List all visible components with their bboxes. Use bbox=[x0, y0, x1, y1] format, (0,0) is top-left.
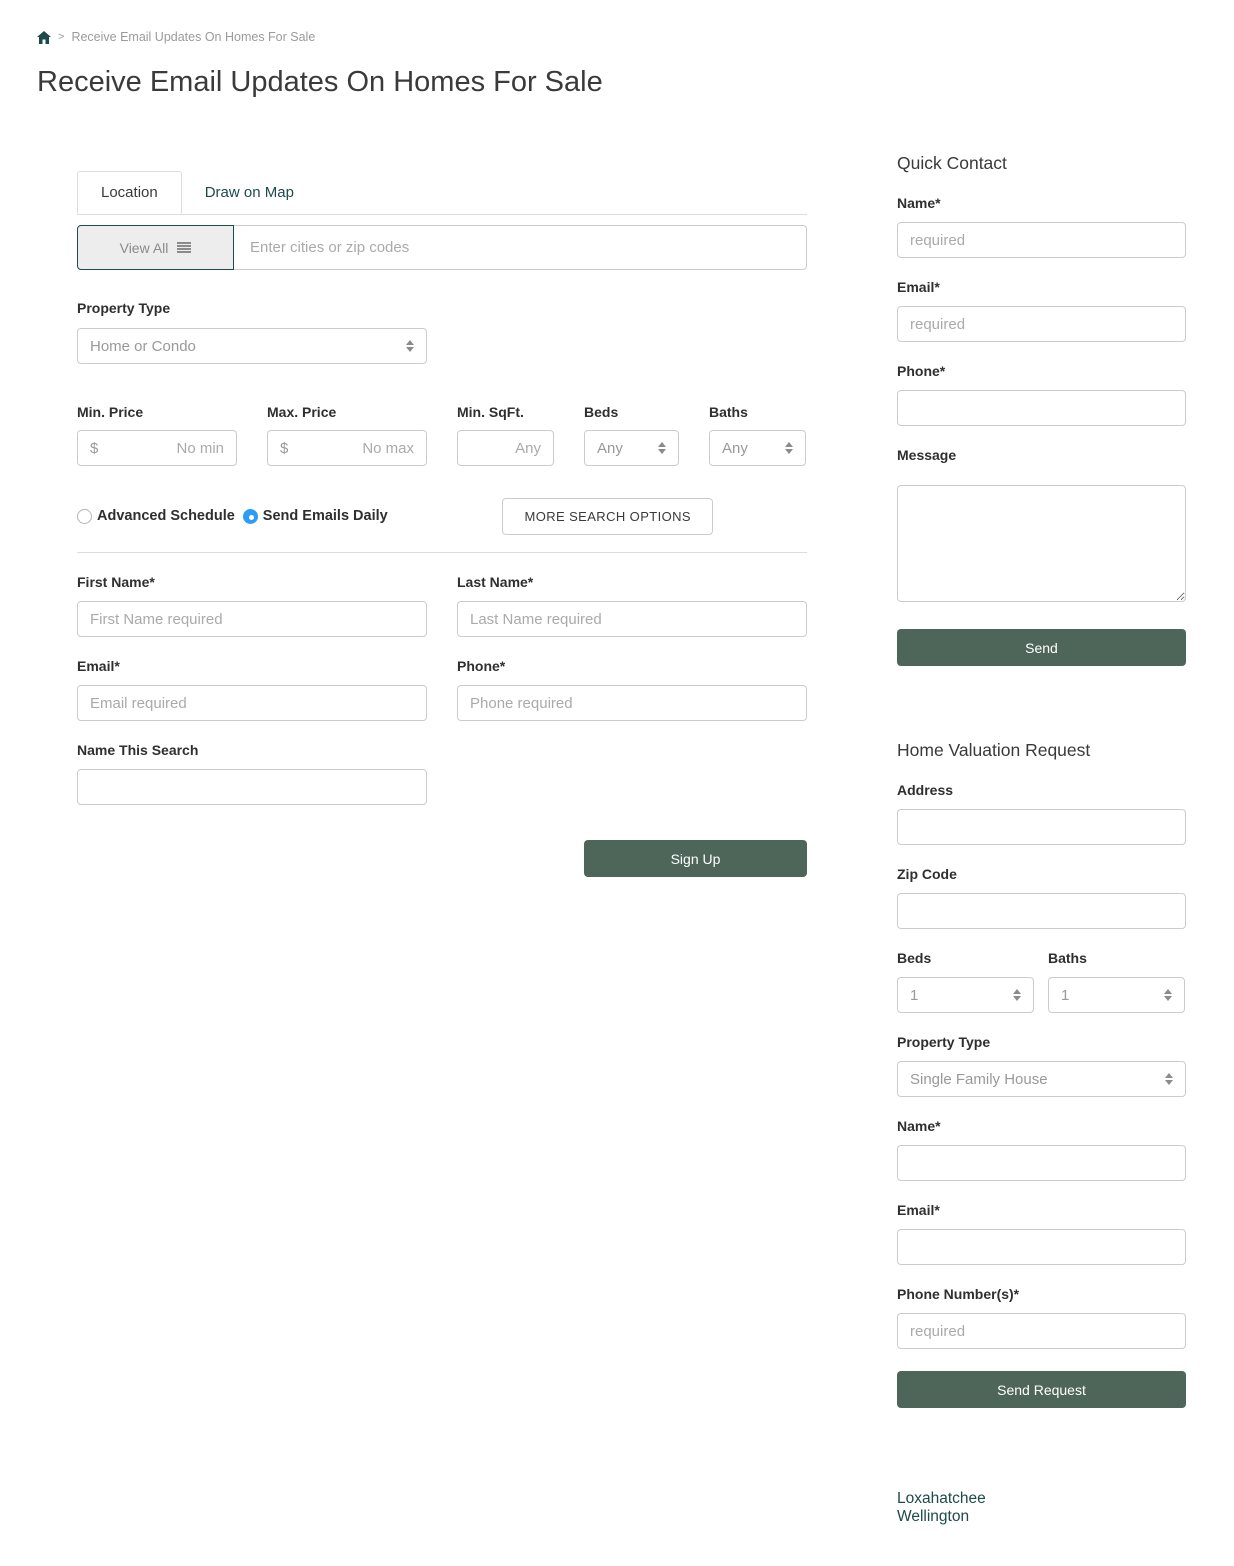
first-name-input[interactable] bbox=[77, 601, 427, 637]
qc-name-input[interactable] bbox=[897, 222, 1186, 258]
email-label: Email* bbox=[77, 658, 120, 674]
property-type-label: Property Type bbox=[77, 300, 171, 316]
tab-draw-on-map[interactable]: Draw on Map bbox=[204, 184, 294, 201]
min-price-field bbox=[77, 430, 237, 466]
quick-contact-title: Quick Contact bbox=[897, 153, 1007, 173]
qc-message-label: Message bbox=[897, 447, 957, 463]
beds-label: Beds bbox=[584, 404, 619, 420]
last-name-input[interactable] bbox=[457, 601, 807, 637]
radio-unchecked-icon[interactable] bbox=[77, 509, 92, 524]
hv-zip-label: Zip Code bbox=[897, 866, 957, 882]
home-valuation-section bbox=[897, 740, 1186, 1408]
hv-baths-label: Baths bbox=[1048, 950, 1087, 966]
max-price-label: Max. Price bbox=[267, 404, 337, 420]
beds-select[interactable]: Any bbox=[584, 430, 679, 466]
breadcrumb bbox=[37, 30, 1197, 44]
advanced-schedule-option[interactable]: Advanced Schedule bbox=[77, 508, 235, 524]
sidebar bbox=[897, 99, 1186, 1526]
send-button[interactable]: Send bbox=[897, 629, 1186, 666]
qc-message-textarea[interactable] bbox=[897, 485, 1186, 602]
dollar-prefix: $ bbox=[280, 439, 289, 457]
property-type-select[interactable]: Home or Condo bbox=[77, 328, 427, 364]
hv-name-input[interactable] bbox=[897, 1145, 1186, 1181]
page-title: Receive Email Updates On Homes For Sale bbox=[37, 66, 603, 98]
home-icon[interactable] bbox=[37, 31, 51, 44]
min-sqft-input[interactable] bbox=[457, 430, 554, 466]
hv-baths-select[interactable]: 1 bbox=[1048, 977, 1185, 1013]
min-price-label: Min. Price bbox=[77, 404, 144, 420]
phone-label: Phone* bbox=[457, 658, 506, 674]
min-price-input[interactable] bbox=[104, 440, 224, 457]
select-arrows-icon bbox=[785, 442, 793, 454]
home-valuation-title: Home Valuation Request bbox=[897, 740, 1091, 760]
hv-name-label: Name* bbox=[897, 1118, 941, 1134]
tab-location[interactable]: Location bbox=[77, 171, 182, 214]
hv-property-type-select[interactable]: Single Family House bbox=[897, 1061, 1186, 1097]
dollar-prefix: $ bbox=[90, 439, 99, 457]
min-sqft-label: Min. SqFt. bbox=[457, 404, 524, 420]
breadcrumb-current: Receive Email Updates On Homes For Sale bbox=[71, 30, 316, 44]
select-arrows-icon bbox=[658, 442, 666, 454]
select-arrows-icon bbox=[406, 340, 414, 352]
link-wellington[interactable]: Wellington bbox=[897, 1508, 970, 1525]
hv-phone-label: Phone Number(s)* bbox=[897, 1286, 1020, 1302]
qc-name-label: Name* bbox=[897, 195, 941, 211]
select-arrows-icon bbox=[1165, 1073, 1173, 1085]
view-all-label: View All bbox=[119, 239, 169, 256]
select-arrows-icon bbox=[1164, 989, 1172, 1001]
hv-phone-input[interactable] bbox=[897, 1313, 1186, 1349]
more-search-options-button[interactable]: MORE SEARCH OPTIONS bbox=[502, 498, 713, 535]
baths-select[interactable]: Any bbox=[709, 430, 806, 466]
name-this-search-label: Name This Search bbox=[77, 742, 199, 758]
email-input[interactable] bbox=[77, 685, 427, 721]
hv-beds-label: Beds bbox=[897, 950, 932, 966]
sign-up-button[interactable]: Sign Up bbox=[584, 840, 807, 877]
hv-address-input[interactable] bbox=[897, 809, 1186, 845]
radio-checked-icon[interactable] bbox=[243, 509, 258, 524]
hv-email-label: Email* bbox=[897, 1202, 940, 1218]
schedule-radio-group bbox=[77, 498, 388, 524]
hv-beds-select[interactable]: 1 bbox=[897, 977, 1034, 1013]
location-search-input[interactable] bbox=[234, 225, 807, 270]
quick-contact-section bbox=[897, 153, 1186, 666]
breadcrumb-separator: > bbox=[58, 31, 65, 43]
email-updates-form bbox=[77, 99, 807, 877]
max-price-input[interactable] bbox=[294, 440, 414, 457]
view-all-button[interactable] bbox=[77, 225, 234, 270]
phone-input[interactable] bbox=[457, 685, 807, 721]
qc-email-input[interactable] bbox=[897, 306, 1186, 342]
menu-icon bbox=[177, 242, 191, 253]
hv-zip-input[interactable] bbox=[897, 893, 1186, 929]
hv-address-label: Address bbox=[897, 782, 954, 798]
link-loxahatchee[interactable]: Loxahatchee bbox=[897, 1490, 986, 1507]
footer-links bbox=[897, 1490, 1186, 1526]
hv-email-input[interactable] bbox=[897, 1229, 1186, 1265]
qc-email-label: Email* bbox=[897, 279, 940, 295]
send-request-button[interactable]: Send Request bbox=[897, 1371, 1186, 1408]
qc-phone-input[interactable] bbox=[897, 390, 1186, 426]
first-name-label: First Name* bbox=[77, 574, 155, 590]
last-name-label: Last Name* bbox=[457, 574, 534, 590]
select-arrows-icon bbox=[1013, 989, 1021, 1001]
max-price-field bbox=[267, 430, 427, 466]
hv-property-type-label: Property Type bbox=[897, 1034, 991, 1050]
name-this-search-input[interactable] bbox=[77, 769, 427, 805]
send-emails-daily-option[interactable]: Send Emails Daily bbox=[243, 508, 388, 524]
qc-phone-label: Phone* bbox=[897, 363, 946, 379]
search-tabs bbox=[77, 171, 807, 215]
baths-label: Baths bbox=[709, 404, 748, 420]
